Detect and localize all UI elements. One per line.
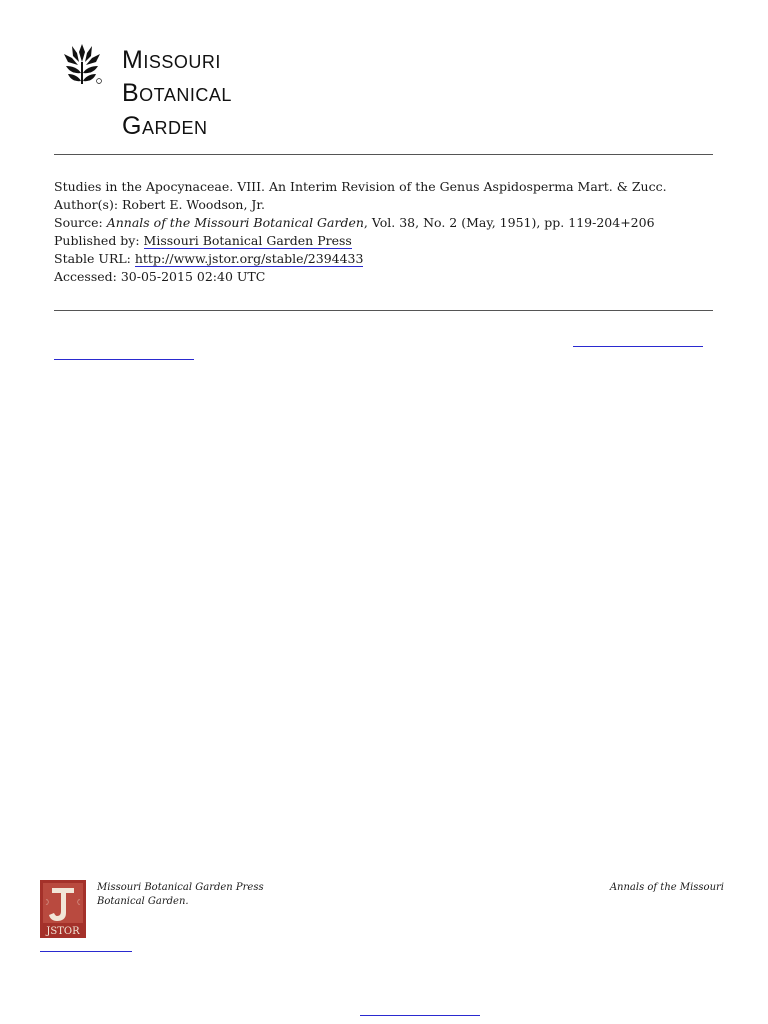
footer-right-text <box>610 881 724 895</box>
bottom-divider <box>54 310 713 311</box>
top-divider <box>54 154 713 155</box>
author-name: Robert E. Woodson, Jr. <box>122 197 265 212</box>
missouri-botanical-garden-logo <box>58 40 288 150</box>
logo-line-1: Missouri <box>122 46 221 74</box>
logo-line-2: Botanical <box>122 79 232 107</box>
source-line <box>54 214 734 232</box>
footer-left-text <box>97 881 264 909</box>
plant-emblem-icon <box>58 40 106 88</box>
jstor-logo-text: JSTOR <box>46 926 80 937</box>
publisher-label: Published by: <box>54 233 144 248</box>
footer-right-line-1: Annals of the Missouri <box>609 882 724 893</box>
logo-wordmark <box>122 44 232 143</box>
footer-left-line-1: Missouri Botanical Garden Press <box>97 882 264 893</box>
source-details: , Vol. 38, No. 2 (May, 1951), pp. 119-204+206 <box>363 215 655 230</box>
source-label: Source: <box>54 215 107 230</box>
stable-url-line <box>54 250 734 268</box>
article-title: Studies in the Apocynaceae. VIII. An Interim Revision of the Genus Aspidosperma Mart. & Zucc. <box>54 179 667 194</box>
author-label: Author(s): <box>54 197 123 212</box>
accessed-line: Accessed: 30-05-2015 02:40 UTC <box>54 269 266 284</box>
jstor-link-underline[interactable] <box>40 951 132 952</box>
publisher-link[interactable]: Missouri Botanical Garden Press <box>143 233 352 248</box>
stable-url-label: Stable URL: <box>54 251 135 266</box>
jstor-logo <box>40 880 86 938</box>
stable-url-link[interactable]: http://www.jstor.org/stable/2394433 <box>134 251 364 266</box>
publisher-line <box>54 232 734 250</box>
terms-link-underline[interactable] <box>573 346 703 347</box>
author-line <box>54 196 734 214</box>
logo-line-3: Garden <box>122 112 208 140</box>
terms-link-underline-2[interactable] <box>54 359 194 360</box>
journal-title: Annals of the Missouri Botanical Garden <box>106 215 364 230</box>
contact-link-underline[interactable] <box>360 1015 480 1016</box>
citation-block <box>54 178 734 286</box>
footer-left-line-2: Botanical Garden. <box>97 896 189 907</box>
